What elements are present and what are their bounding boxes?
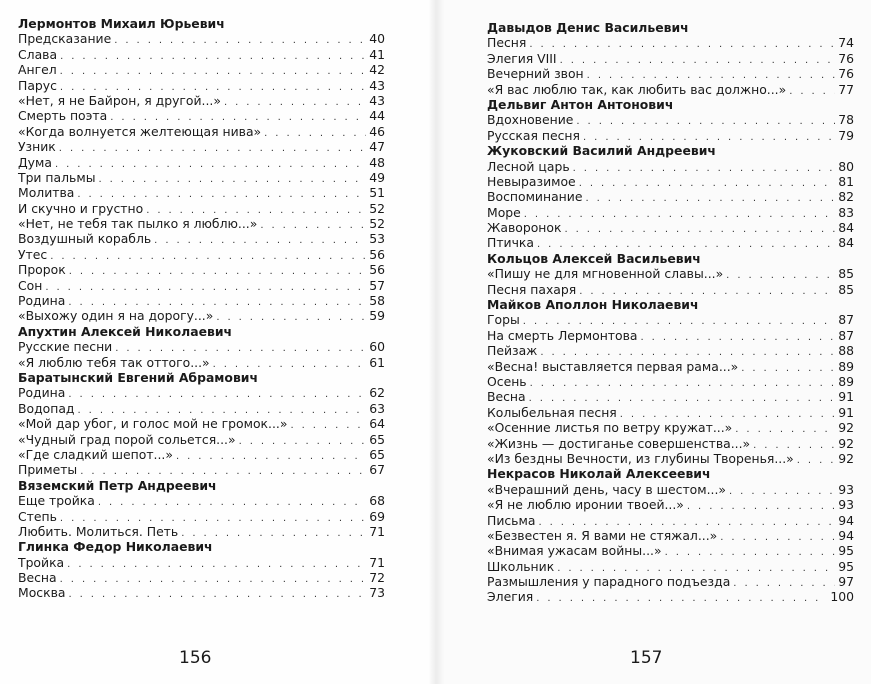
toc-entry — [487, 574, 854, 589]
poem-title: Осень — [487, 373, 527, 389]
poem-title: Горы — [487, 312, 520, 328]
toc-entry — [487, 374, 854, 389]
author-name: Апухтин Алексей Николаевич — [18, 323, 233, 339]
toc-entry — [18, 401, 385, 416]
dot-leader — [59, 141, 366, 156]
dot-leader — [67, 557, 366, 572]
poem-title: «Я не люблю иронии твоей...» — [487, 497, 684, 513]
page-ref: 74 — [838, 35, 854, 51]
page-ref: 93 — [838, 497, 854, 513]
poem-title: Утес — [18, 246, 48, 262]
dot-leader — [585, 191, 835, 206]
toc-entry — [487, 51, 854, 66]
toc-entry — [487, 343, 854, 358]
page-ref: 43 — [369, 92, 385, 108]
poem-title: «Я люблю тебя так оттого...» — [18, 354, 210, 370]
dot-leader — [789, 84, 835, 99]
poem-title: «Нет, не тебя так пылко я люблю...» — [18, 216, 258, 232]
toc-entry — [487, 174, 854, 189]
page-ref: 51 — [369, 185, 385, 201]
toc-entry — [487, 266, 854, 281]
dot-leader — [729, 484, 835, 499]
page-ref: 87 — [838, 327, 854, 343]
page-ref: 89 — [838, 358, 854, 374]
dot-leader — [536, 591, 827, 606]
toc-entry — [487, 420, 854, 435]
dot-leader — [564, 222, 835, 237]
page-ref: 94 — [838, 512, 854, 528]
page-ref: 92 — [838, 450, 854, 466]
author-name: Лермонтов Михаил Юрьевич — [18, 16, 225, 31]
poem-title: Вечерний звон — [487, 66, 584, 82]
page-ref: 80 — [838, 158, 854, 174]
dot-leader — [573, 161, 836, 176]
toc-entry — [18, 585, 385, 600]
page-ref: 41 — [369, 46, 385, 62]
author-heading — [487, 251, 854, 266]
dot-leader — [687, 499, 835, 514]
dot-leader — [68, 587, 366, 602]
poem-title: «Весна! выставляется первая рама...» — [487, 358, 739, 374]
dot-leader — [45, 280, 366, 295]
page-ref: 71 — [369, 554, 385, 570]
page-ref: 47 — [369, 139, 385, 155]
poem-title: Вдохновение — [487, 112, 574, 128]
toc-entry — [18, 493, 385, 508]
toc-entry — [487, 66, 854, 81]
author-name: Дельвиг Антон Антонович — [487, 96, 674, 112]
toc-entry — [18, 108, 385, 123]
page-ref: 92 — [838, 435, 854, 451]
page-ref: 89 — [838, 373, 854, 389]
page-ref: 84 — [838, 220, 854, 236]
poem-title: Песня — [487, 35, 527, 51]
toc-entry — [487, 543, 854, 558]
page-ref: 85 — [838, 281, 854, 297]
toc-entry — [18, 509, 385, 524]
toc-entry — [18, 139, 385, 154]
author-name: Некрасов Николай Алексеевич — [487, 466, 711, 482]
page-ref: 57 — [369, 277, 385, 293]
dot-leader — [60, 64, 367, 79]
toc-entry — [18, 555, 385, 570]
dot-leader — [239, 434, 367, 449]
dot-leader — [641, 330, 836, 345]
dot-leader — [290, 418, 366, 433]
toc-entry — [18, 216, 385, 231]
page-ref: 59 — [369, 308, 385, 324]
toc-entry — [18, 47, 385, 62]
page-ref: 73 — [369, 585, 385, 601]
page-ref: 93 — [838, 481, 854, 497]
poem-title: «Вчерашний день, часу в шестом...» — [487, 481, 726, 497]
poem-title: «Выхожу один я на дорогу...» — [18, 308, 214, 324]
page-ref: 95 — [838, 543, 854, 559]
toc-entry — [18, 185, 385, 200]
toc-entry — [18, 78, 385, 93]
poem-title: Школьник — [487, 558, 555, 574]
page-ref: 64 — [369, 416, 385, 432]
dot-leader — [98, 172, 366, 187]
toc-entry — [487, 205, 854, 220]
page-ref: 76 — [838, 50, 854, 66]
toc-list — [487, 20, 854, 605]
page-ref: 42 — [369, 62, 385, 78]
page-ref: 76 — [838, 66, 854, 82]
page-ref: 60 — [369, 339, 385, 355]
author-name: Давыдов Денис Васильевич — [487, 20, 689, 35]
toc-entry — [18, 262, 385, 277]
toc-entry — [487, 312, 854, 327]
author-name: Кольцов Алексей Васильевич — [487, 250, 701, 266]
dot-leader — [260, 218, 366, 233]
page-ref: 84 — [838, 235, 854, 251]
toc-entry — [18, 416, 385, 431]
toc-entry — [487, 405, 854, 420]
author-heading — [487, 297, 854, 312]
dot-leader — [114, 33, 366, 48]
author-heading — [487, 466, 854, 481]
toc-entry — [18, 524, 385, 539]
dot-leader — [69, 264, 367, 279]
page-ref: 58 — [369, 293, 385, 309]
poem-title: Элегия VIII — [487, 50, 557, 66]
page-ref: 79 — [838, 127, 854, 143]
toc-entry — [18, 124, 385, 139]
poem-title: «Чудный град порой сольется...» — [18, 431, 236, 447]
poem-title: «Жизнь — достиганье совершенства...» — [487, 435, 751, 451]
page-ref: 72 — [369, 570, 385, 586]
author-heading — [18, 478, 385, 493]
toc-entry — [18, 432, 385, 447]
poem-title: «Где сладкий шепот...» — [18, 446, 173, 462]
page-ref: 63 — [369, 400, 385, 416]
page-ref: 95 — [838, 558, 854, 574]
poem-title: «Мой дар убог, и голос мой не громок...» — [18, 416, 288, 432]
author-heading — [18, 539, 385, 554]
poem-title: Слава — [18, 46, 58, 62]
poem-title: Родина — [18, 293, 66, 309]
poem-title: Элегия — [487, 589, 534, 605]
poem-title: И скучно и грустно — [18, 200, 144, 216]
toc-entry — [487, 497, 854, 512]
toc-entry — [487, 82, 854, 97]
page-ref: 92 — [838, 420, 854, 436]
dot-leader — [68, 387, 366, 402]
dot-leader — [530, 376, 836, 391]
poem-title: Весна — [487, 389, 526, 405]
page-ref: 94 — [838, 527, 854, 543]
page-ref: 44 — [369, 108, 385, 124]
toc-entry — [18, 308, 385, 323]
dot-leader — [98, 495, 366, 510]
poem-title: Птичка — [487, 235, 534, 251]
poem-title: Лесной царь — [487, 158, 570, 174]
dot-leader — [741, 361, 835, 376]
poem-title: Весна — [18, 570, 57, 586]
page-ref: 49 — [369, 169, 385, 185]
dot-leader — [216, 310, 366, 325]
page-ref: 97 — [838, 574, 854, 590]
right-page — [436, 0, 871, 684]
page-ref: 56 — [369, 246, 385, 262]
poem-title: На смерть Лермонтова — [487, 327, 638, 343]
poem-title: Дума — [18, 154, 52, 170]
page-ref: 65 — [369, 446, 385, 462]
dot-leader — [579, 176, 836, 191]
dot-leader — [735, 422, 835, 437]
author-heading — [18, 370, 385, 385]
poem-title: Русская песня — [487, 127, 580, 143]
dot-leader — [529, 37, 835, 52]
page-ref: 69 — [369, 508, 385, 524]
poem-title: «Нет, я не Байрон, я другой...» — [18, 92, 221, 108]
toc-entry — [18, 31, 385, 46]
poem-title: Узник — [18, 139, 56, 155]
poem-title: Письма — [487, 512, 536, 528]
page-ref: 77 — [838, 81, 854, 97]
page-ref: 56 — [369, 262, 385, 278]
poem-title: Колыбельная песня — [487, 404, 617, 420]
author-heading — [487, 20, 854, 35]
toc-entry — [18, 201, 385, 216]
page-ref: 71 — [369, 523, 385, 539]
page-ref: 91 — [838, 404, 854, 420]
page-ref: 61 — [369, 354, 385, 370]
toc-entry — [18, 355, 385, 370]
book-gutter — [428, 0, 444, 684]
dot-leader — [524, 207, 835, 222]
page-ref: 88 — [838, 343, 854, 359]
poem-title: Жаворонок — [487, 220, 562, 236]
toc-entry — [18, 231, 385, 246]
toc-entry — [487, 189, 854, 204]
toc-entry — [18, 278, 385, 293]
poem-title: Пророк — [18, 262, 66, 278]
toc-entry — [487, 282, 854, 297]
toc-entry — [18, 385, 385, 400]
toc-entry — [487, 589, 854, 604]
dot-leader — [55, 157, 366, 172]
toc-entry — [487, 389, 854, 404]
toc-entry — [487, 528, 854, 543]
dot-leader — [60, 49, 366, 64]
poem-title: «Внимая ужасам войны...» — [487, 543, 662, 559]
poem-title: Размышления у парадного подъезда — [487, 574, 731, 590]
page-ref: 48 — [369, 154, 385, 170]
page-ref: 82 — [838, 189, 854, 205]
poem-title: «Когда волнуется желтеющая нива» — [18, 123, 262, 139]
page-ref: 53 — [369, 231, 385, 247]
poem-title: «Безвестен я. Я вами не стяжал...» — [487, 527, 718, 543]
author-heading — [18, 324, 385, 339]
author-name: Вяземский Петр Андреевич — [18, 477, 217, 493]
page-number: 157 — [630, 648, 663, 668]
poem-title: Ангел — [18, 62, 57, 78]
toc-list — [18, 16, 385, 601]
page-ref: 52 — [369, 200, 385, 216]
dot-leader — [560, 53, 836, 68]
poem-title: Три пальмы — [18, 169, 96, 185]
dot-leader — [176, 449, 366, 464]
poem-title: Пейзаж — [487, 343, 538, 359]
toc-entry — [18, 462, 385, 477]
toc-entry — [487, 235, 854, 250]
poem-title: «Я вас люблю так, как любить вас должно...» — [487, 81, 787, 97]
poem-title: Невыразимое — [487, 173, 576, 189]
page-ref: 83 — [838, 204, 854, 220]
poem-title: «Пишу не для мгновенной славы...» — [487, 266, 724, 282]
poem-title: Парус — [18, 77, 57, 93]
author-heading — [487, 143, 854, 158]
poem-title: Сон — [18, 277, 43, 293]
author-name: Баратынский Евгений Абрамович — [18, 369, 258, 385]
author-name: Майков Аполлон Николаевич — [487, 297, 699, 313]
page-ref: 78 — [838, 112, 854, 128]
toc-entry — [18, 447, 385, 462]
toc-entry — [18, 293, 385, 308]
toc-entry — [487, 513, 854, 528]
page-ref: 100 — [830, 589, 854, 605]
toc-entry — [487, 482, 854, 497]
poem-title: Водопад — [18, 400, 75, 416]
page-ref: 85 — [838, 266, 854, 282]
poem-title: Степь — [18, 508, 57, 524]
dot-leader — [797, 453, 835, 468]
poem-title: «Осенние листья по ветру кружат...» — [487, 420, 733, 436]
poem-title: Москва — [18, 585, 66, 601]
poem-title: Смерть поэта — [18, 108, 108, 124]
poem-title: Русские песни — [18, 339, 113, 355]
page-ref: 52 — [369, 216, 385, 232]
toc-entry — [487, 559, 854, 574]
dot-leader — [576, 114, 835, 129]
page-ref: 40 — [369, 31, 385, 47]
toc-entry — [487, 159, 854, 174]
dot-leader — [726, 268, 835, 283]
poem-title: Воздушный корабль — [18, 231, 152, 247]
poem-title: Любить. Молиться. Петь — [18, 523, 179, 539]
page-ref: 46 — [369, 123, 385, 139]
dot-leader — [665, 545, 836, 560]
dot-leader — [264, 126, 366, 141]
page-number: 156 — [179, 648, 212, 668]
page-ref: 43 — [369, 77, 385, 93]
toc-entry — [487, 328, 854, 343]
poem-title: Море — [487, 204, 521, 220]
poem-title: Родина — [18, 385, 66, 401]
dot-leader — [60, 572, 367, 587]
page-ref: 87 — [838, 312, 854, 328]
toc-entry — [18, 93, 385, 108]
page-ref: 68 — [369, 493, 385, 509]
toc-entry — [487, 220, 854, 235]
dot-leader — [50, 249, 366, 264]
author-heading — [18, 16, 385, 31]
page-ref: 65 — [369, 431, 385, 447]
poem-title: Песня пахаря — [487, 281, 577, 297]
author-heading — [487, 97, 854, 112]
poem-title: Предсказание — [18, 31, 112, 47]
dot-leader — [154, 233, 366, 248]
poem-title: Приметы — [18, 462, 78, 478]
toc-entry — [487, 436, 854, 451]
toc-entry — [18, 247, 385, 262]
dot-leader — [733, 576, 835, 591]
poem-title: Еще тройка — [18, 493, 95, 509]
poem-title: Воспоминание — [487, 189, 583, 205]
toc-entry — [487, 128, 854, 143]
toc-entry — [18, 170, 385, 185]
toc-entry — [487, 359, 854, 374]
toc-entry — [18, 570, 385, 585]
page-ref: 81 — [838, 173, 854, 189]
toc-entry — [18, 155, 385, 170]
dot-leader — [224, 95, 366, 110]
page-ref: 91 — [838, 389, 854, 405]
poem-title: Тройка — [18, 554, 65, 570]
toc-entry — [487, 35, 854, 50]
author-name: Жуковский Василий Андреевич — [487, 143, 716, 159]
toc-entry — [18, 339, 385, 354]
dot-leader — [720, 530, 835, 545]
poem-title: Молитва — [18, 185, 75, 201]
toc-entry — [487, 451, 854, 466]
toc-entry — [18, 62, 385, 77]
author-name: Глинка Федор Николаевич — [18, 539, 213, 555]
poem-title: «Из бездны Вечности, из глубины Творенья...» — [487, 450, 794, 466]
page-ref: 62 — [369, 385, 385, 401]
page-ref: 67 — [369, 462, 385, 478]
toc-entry — [487, 112, 854, 127]
